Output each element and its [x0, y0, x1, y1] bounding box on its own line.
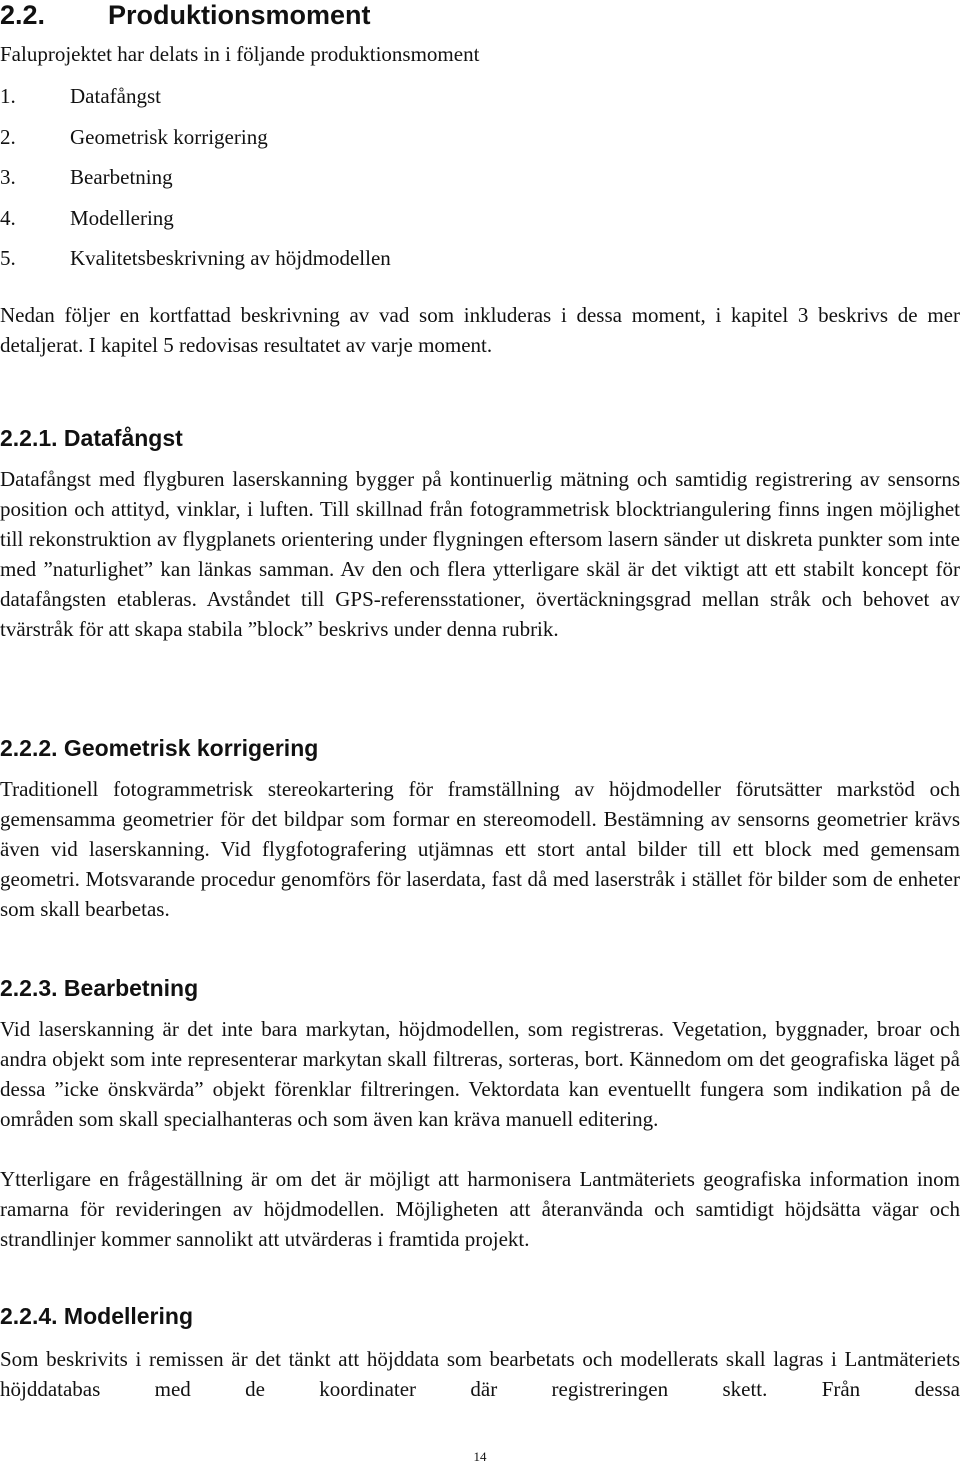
paragraph-bearbetning-2: Ytterligare en frågeställning är om det är möjligt att harmonisera Lantmäteriets geografiska information inom ramarna för revideringen av höjdmodellen. Möjligheten att återanvända och samtidigt höjdsätta vägar och strandlinjer kommer sannolikt att utvärderas i framtida projekt.	[0, 1167, 960, 1251]
list-item	[0, 76, 391, 117]
section-heading	[0, 0, 371, 30]
list-item-label: Geometrisk korrigering	[70, 124, 268, 149]
paragraph-bearbetning-1: Vid laserskanning är det inte bara markytan, höjdmodellen, som registreras. Vegetation, byggnader, broar och andra objekt som inte representerar markytan skall filtreras, sorteras, bort. Kännedom om det geografiska läget på dessa ”icke önskvärda” objekt förenklar filtreringen. Vektordata kan eventuellt fungera som indikation på de områden som skall specialhanteras och som även kan kräva manuell editering.	[0, 1017, 960, 1131]
intro-paragraph: Faluprojektet har delats in i följande produktionsmoment	[0, 42, 480, 66]
paragraph-datafangst: Datafångst med flygburen laserskanning bygger på kontinuerlig mätning och samtidig registrering av sensorns position och attityd, vinklar, i luften. Till skillnad från fotogrammetrisk blocktriangulering finns ingen möjlighet till rekonstruktion av flygplanets orientering under flygningen eftersom lasern sänder ut diskreta punkter som inte med ”naturlighet” kan länkas samman. Av den och flera ytterligare skäl är det viktigt att ett stabilt koncept för datafångsten etableras. Avståndet till GPS-referensstationer, övertäckningsgrad mellan stråk och behovet av tvärstråk för att skapa stabila ”block” beskrivs under denna rubrik.	[0, 467, 960, 641]
page-number: 14	[473, 1449, 487, 1464]
list-item-label: Bearbetning	[70, 165, 173, 190]
list-item	[0, 198, 391, 239]
subsection-heading-geometrisk: 2.2.2. Geometrisk korrigering	[0, 735, 319, 761]
section-title: Produktionsmoment	[108, 0, 371, 30]
list-item-number: 5.	[0, 246, 16, 271]
paragraph-modellering: Som beskrivits i remissen är det tänkt att höjddata som bearbetats och modellerats skall lagras i Lantmäteriets höjddatabas med de koordinater där registreringen skett. Från dessa	[0, 1347, 960, 1401]
list-item	[0, 117, 391, 158]
list-item-number: 2.	[0, 124, 16, 149]
subsection-heading-bearbetning: 2.2.3. Bearbetning	[0, 975, 199, 1001]
paragraph-geometrisk: Traditionell fotogrammetrisk stereokartering för framställning av höjdmodeller förutsätter markstöd och gemensamma geometrier för det bildpar som formar en stereomodell. Bestämning av sensorns geometrier krävs även vid laserskanning. Vid flygfotografering utjämnas ett stort antal bilder till ett block med gemensam geometri. Motsvarande procedur genomförs för laserdata, fast då med laserstråk i stället för bilder som de enheter som skall bearbetas.	[0, 777, 960, 921]
list-item-label: Kvalitetsbeskrivning av höjdmodellen	[70, 246, 391, 271]
list-item	[0, 157, 391, 198]
list-item-number: 3.	[0, 165, 16, 190]
subsection-heading-modellering: 2.2.4. Modellering	[0, 1303, 193, 1329]
production-steps-list	[0, 76, 391, 279]
subsection-heading-datafangst: 2.2.1. Datafångst	[0, 425, 183, 451]
summary-paragraph: Nedan följer en kortfattad beskrivning av vad som inkluderas i dessa moment, i kapitel 3 beskrivs de mer detaljerat. I kapitel 5 redovisas resultatet av varje moment.	[0, 303, 960, 357]
list-item-number: 4.	[0, 205, 16, 230]
list-item	[0, 238, 391, 279]
list-item-label: Datafångst	[70, 84, 161, 108]
list-item-label: Modellering	[70, 205, 174, 230]
section-number: 2.2.	[0, 0, 46, 30]
list-item-number: 1.	[0, 84, 16, 108]
